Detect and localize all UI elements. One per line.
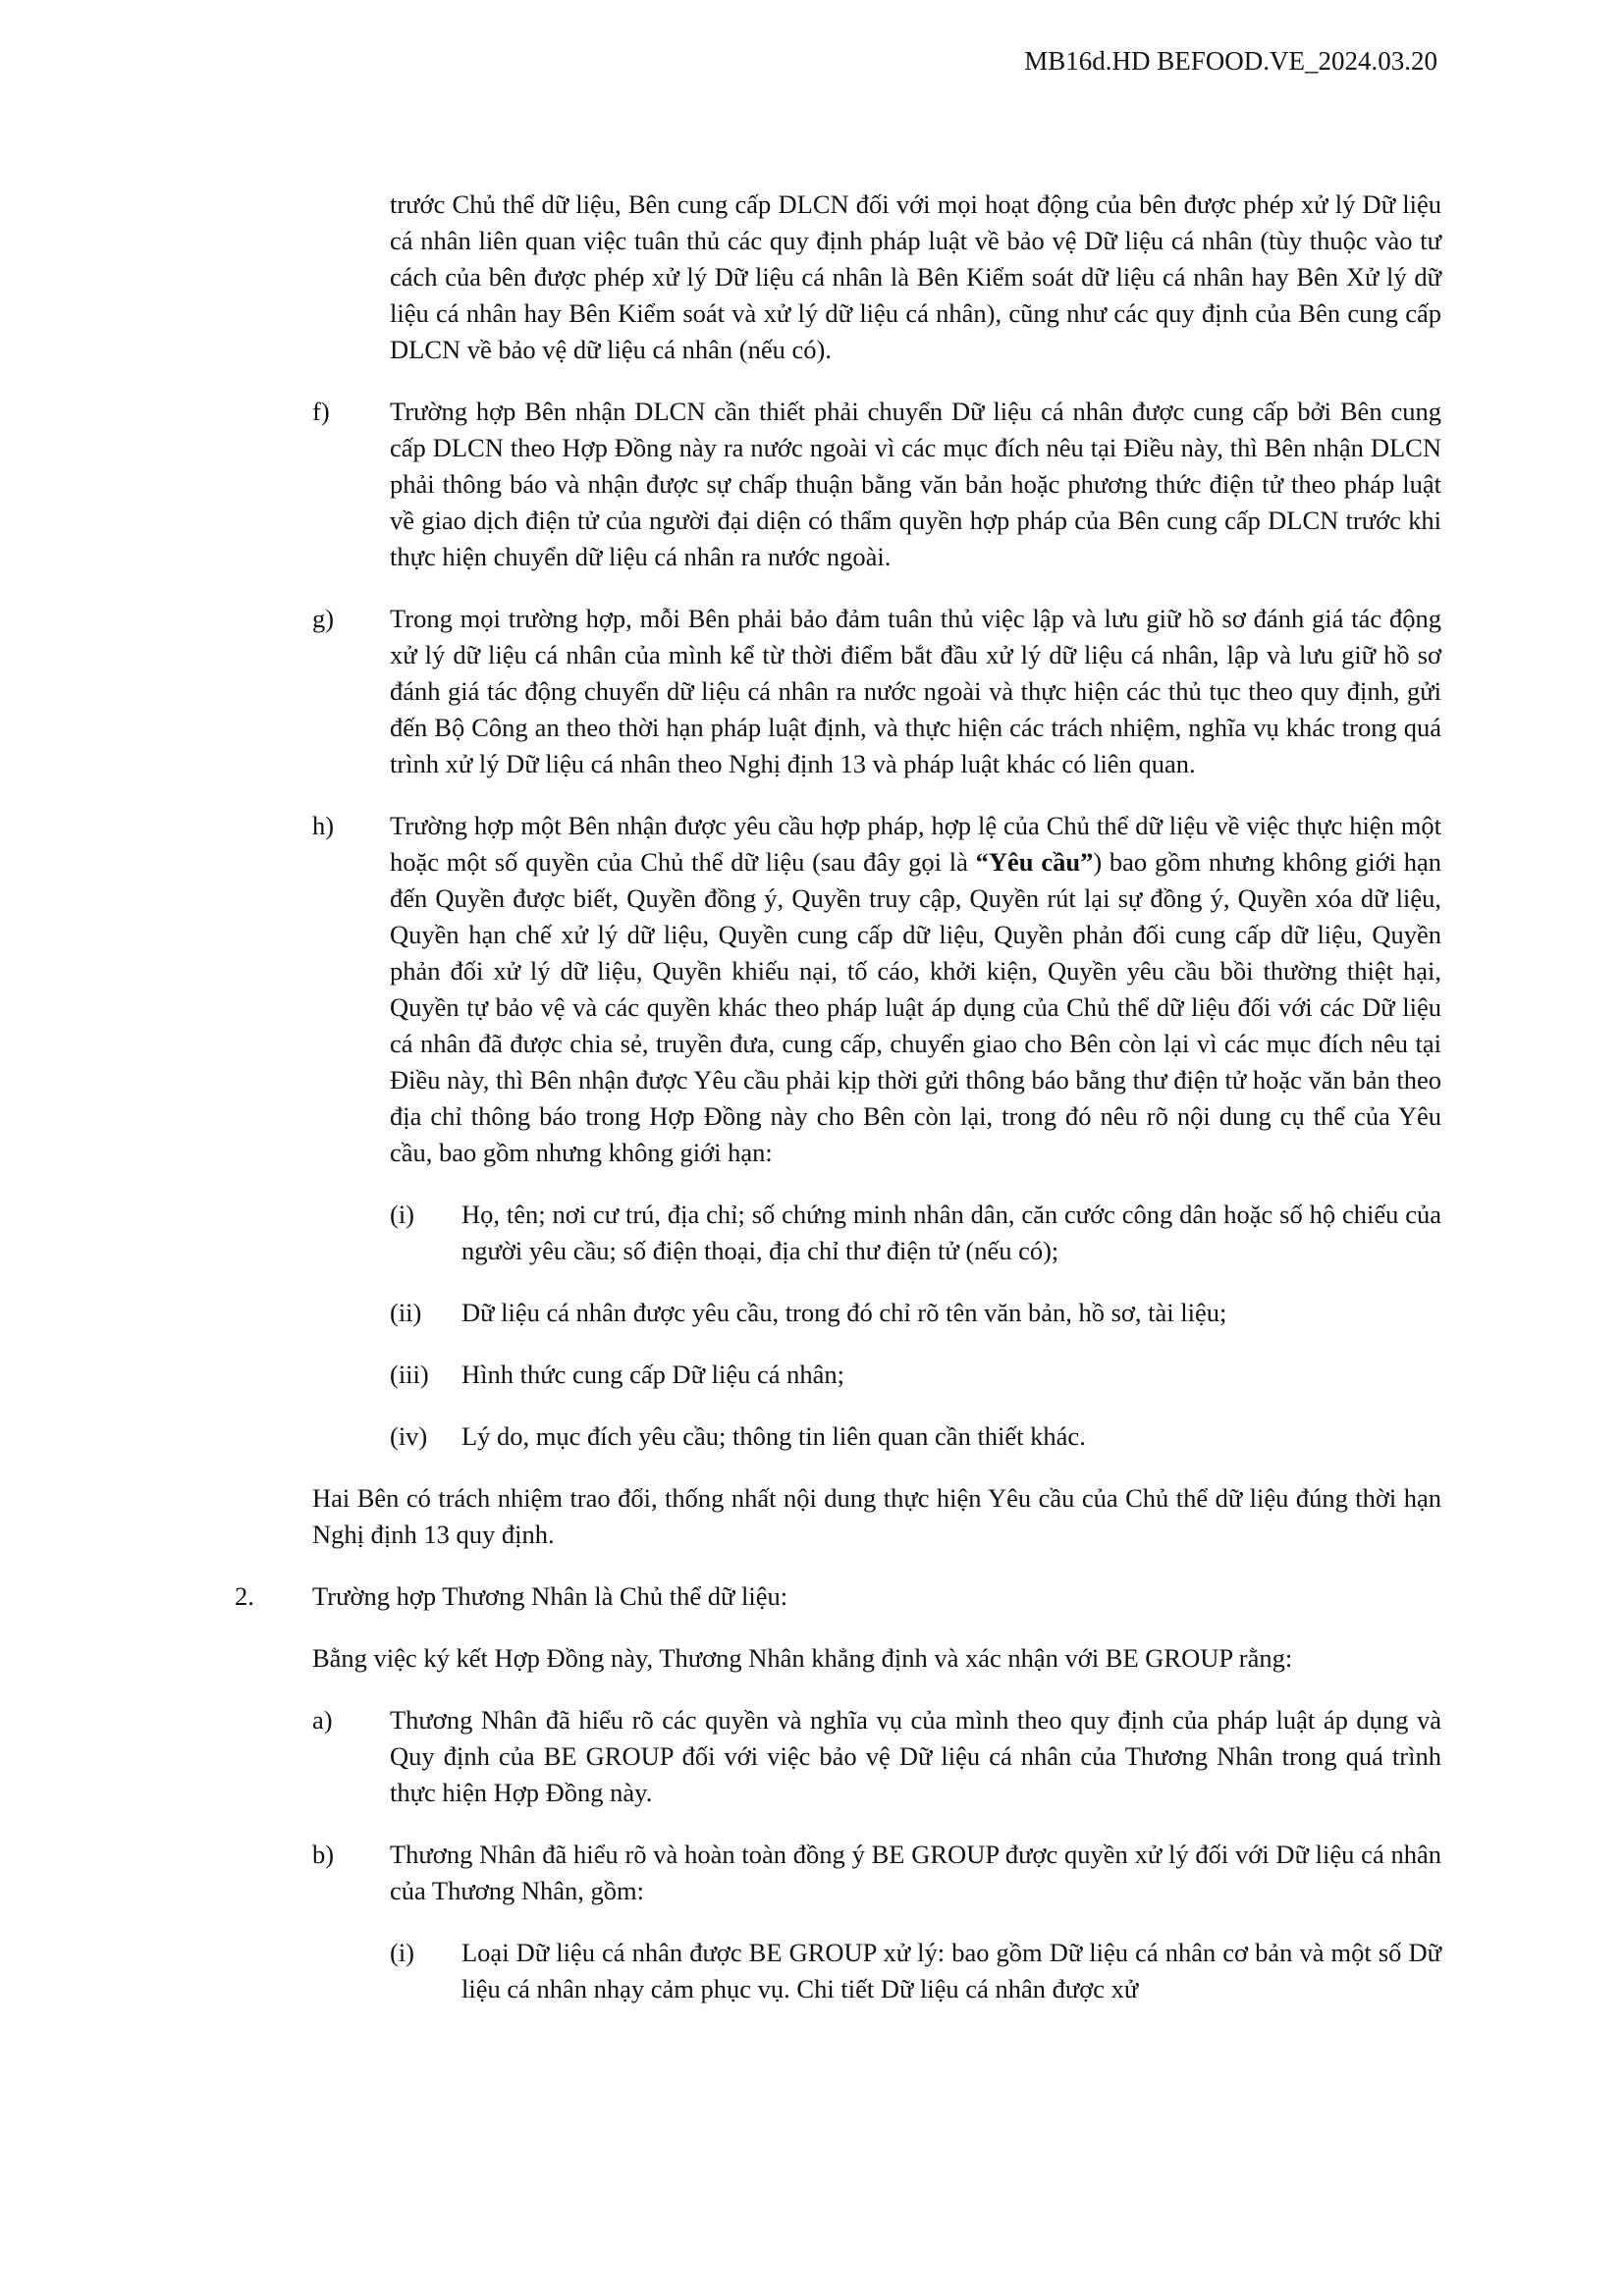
clause-2b (312, 1837, 1441, 1909)
clause-text: Thương Nhân đã hiểu rõ các quyền và nghĩa vụ của mình theo quy định của pháp luật áp dụng và Quy định của BE GROUP đối với việc bảo vệ Dữ liệu cá nhân của Thương Nhân trong quá trình thực hiện Hợp Đồng này. (390, 1705, 1441, 1807)
section-2-intro: Bằng việc ký kết Hợp Đồng này, Thương Nhân khẳng định và xác nhận với BE GROUP rằng: (312, 1643, 1293, 1673)
clause-text (390, 808, 1441, 1171)
defined-term: “Yêu cầu” (975, 847, 1094, 877)
clause-label: h) (312, 811, 335, 840)
clause-text: Trường hợp Bên nhận DLCN cần thiết phải chuyển Dữ liệu cá nhân được cung cấp bởi Bên cung cấp DLCN theo Hợp Đồng này ra nước ngoài vì các mục đích nêu tại Điều này, thì Bên nhận DLCN phải thông báo và nhận được sự chấp thuận bằng văn bản hoặc phương thức điện tử theo pháp luật về giao dịch điện tử của người đại diện có thẩm quyền hợp pháp của Bên cung cấp DLCN trước khi thực hiện chuyển dữ liệu cá nhân ra nước ngoài. (390, 397, 1441, 571)
subitem-label: (iv) (390, 1421, 428, 1451)
subitem-label: (i) (390, 1200, 415, 1229)
subitem-h-iv (390, 1418, 1441, 1455)
clause-label: g) (312, 604, 335, 633)
clause-label: f) (312, 397, 330, 426)
subitem-label: (i) (390, 1938, 415, 1967)
clause-h (312, 808, 1441, 1171)
document-code: MB16d.HD BEFOOD.VE_2024.03.20 (1024, 46, 1437, 76)
clause-g (312, 601, 1441, 782)
subitem-h-iii (390, 1357, 1441, 1393)
subitem-text: Họ, tên; nơi cư trú, địa chỉ; số chứng minh nhân dân, căn cước công dân hoặc số hộ chiếu của người yêu cầu; số điện thoại, địa chỉ thư điện tử (nếu có); (461, 1200, 1441, 1265)
subitem-2b-i (390, 1935, 1441, 2007)
subitem-h-i (390, 1197, 1441, 1269)
closing-paragraph: Hai Bên có trách nhiệm trao đổi, thống nhất nội dung thực hiện Yêu cầu của Chủ thể dữ liệu đúng thời hạn Nghị định 13 quy định. (312, 1483, 1441, 1549)
subitem-h-ii (390, 1295, 1441, 1331)
section-2-heading (235, 1578, 1441, 1615)
subitem-text: Hình thức cung cấp Dữ liệu cá nhân; (461, 1360, 845, 1389)
document-body (235, 187, 1442, 2007)
subitem-text: Loại Dữ liệu cá nhân được BE GROUP xử lý: bao gồm Dữ liệu cá nhân cơ bản và một số Dữ liệu cá nhân nhạy cảm phục vụ. Chi tiết Dữ liệu cá nhân được xử (461, 1938, 1441, 2003)
clause-text: Thương Nhân đã hiểu rõ và hoàn toàn đồng ý BE GROUP được quyền xử lý đối với Dữ liệu cá nhân của Thương Nhân, gồm: (390, 1840, 1441, 1905)
subitem-text: Lý do, mục đích yêu cầu; thông tin liên quan cần thiết khác. (461, 1421, 1086, 1451)
subitem-label: (ii) (390, 1298, 422, 1327)
clause-label: b) (312, 1840, 335, 1869)
clause-f (312, 394, 1441, 575)
clause-text-part: ) bao gồm nhưng không giới hạn đến Quyền được biết, Quyền đồng ý, Quyền truy cập, Quyền rút lại sự đồng ý, Quyền xóa dữ liệu, Quyền hạn chế xử lý dữ liệu, Quyền cung cấp dữ liệu, Quyền phản đối cung cấp dữ liệu, Quyền phản đối xử lý dữ liệu, Quyền khiếu nại, tố cáo, khởi kiện, Quyền yêu cầu bồi thường thiệt hại, Quyền tự bảo vệ và các quyền khác theo pháp luật áp dụng của Chủ thể dữ liệu đối với các Dữ liệu cá nhân đã được chia sẻ, truyền đưa, cung cấp, chuyển giao cho Bên còn lại vì các mục đích nêu tại Điều này, thì Bên nhận được Yêu cầu phải kịp thời gửi thông báo bằng thư điện tử hoặc văn bản theo địa chỉ thông báo trong Hợp Đồng này cho Bên còn lại, trong đó nêu rõ nội dung cụ thể của Yêu cầu, bao gồm nhưng không giới hạn: (390, 847, 1442, 1167)
clause-text: Trong mọi trường hợp, mỗi Bên phải bảo đảm tuân thủ việc lập và lưu giữ hồ sơ đánh giá tác động xử lý dữ liệu cá nhân của mình kể từ thời điểm bắt đầu xử lý dữ liệu cá nhân, lập và lưu giữ hồ sơ đánh giá tác động chuyển dữ liệu cá nhân ra nước ngoài và thực hiện các thủ tục theo quy định, gửi đến Bộ Công an theo thời hạn pháp luật định, và thực hiện các trách nhiệm, nghĩa vụ khác trong quá trình xử lý Dữ liệu cá nhân theo Nghị định 13 và pháp luật khác có liên quan. (390, 604, 1441, 778)
section-heading: Trường hợp Thương Nhân là Chủ thể dữ liệu: (312, 1581, 788, 1611)
section-number: 2. (235, 1581, 254, 1611)
subitem-text: Dữ liệu cá nhân được yêu cầu, trong đó chỉ rõ tên văn bản, hồ sơ, tài liệu; (461, 1298, 1227, 1327)
clause-text-part: Trường hợp một Bên nhận được yêu cầu hợp pháp, hợp lệ của Chủ thể dữ liệu về việc thực hiện một hoặc một số quyền của Chủ thể dữ liệu (sau đây gọi là (390, 811, 1441, 877)
clause-label: a) (312, 1705, 333, 1735)
continuation-paragraph: trước Chủ thể dữ liệu, Bên cung cấp DLCN đối với mọi hoạt động của bên được phép xử lý Dữ liệu cá nhân liên quan việc tuân thủ các quy định pháp luật về bảo vệ Dữ liệu cá nhân (tùy thuộc vào tư cách của bên được phép xử lý Dữ liệu cá nhân là Bên Kiểm soát dữ liệu cá nhân hay Bên Xử lý dữ liệu cá nhân hay Bên Kiểm soát và xử lý dữ liệu cá nhân), cũng như các quy định của Bên cung cấp DLCN về bảo vệ dữ liệu cá nhân (nếu có). (390, 189, 1441, 364)
clause-2a (312, 1702, 1441, 1811)
subitem-label: (iii) (390, 1360, 429, 1389)
